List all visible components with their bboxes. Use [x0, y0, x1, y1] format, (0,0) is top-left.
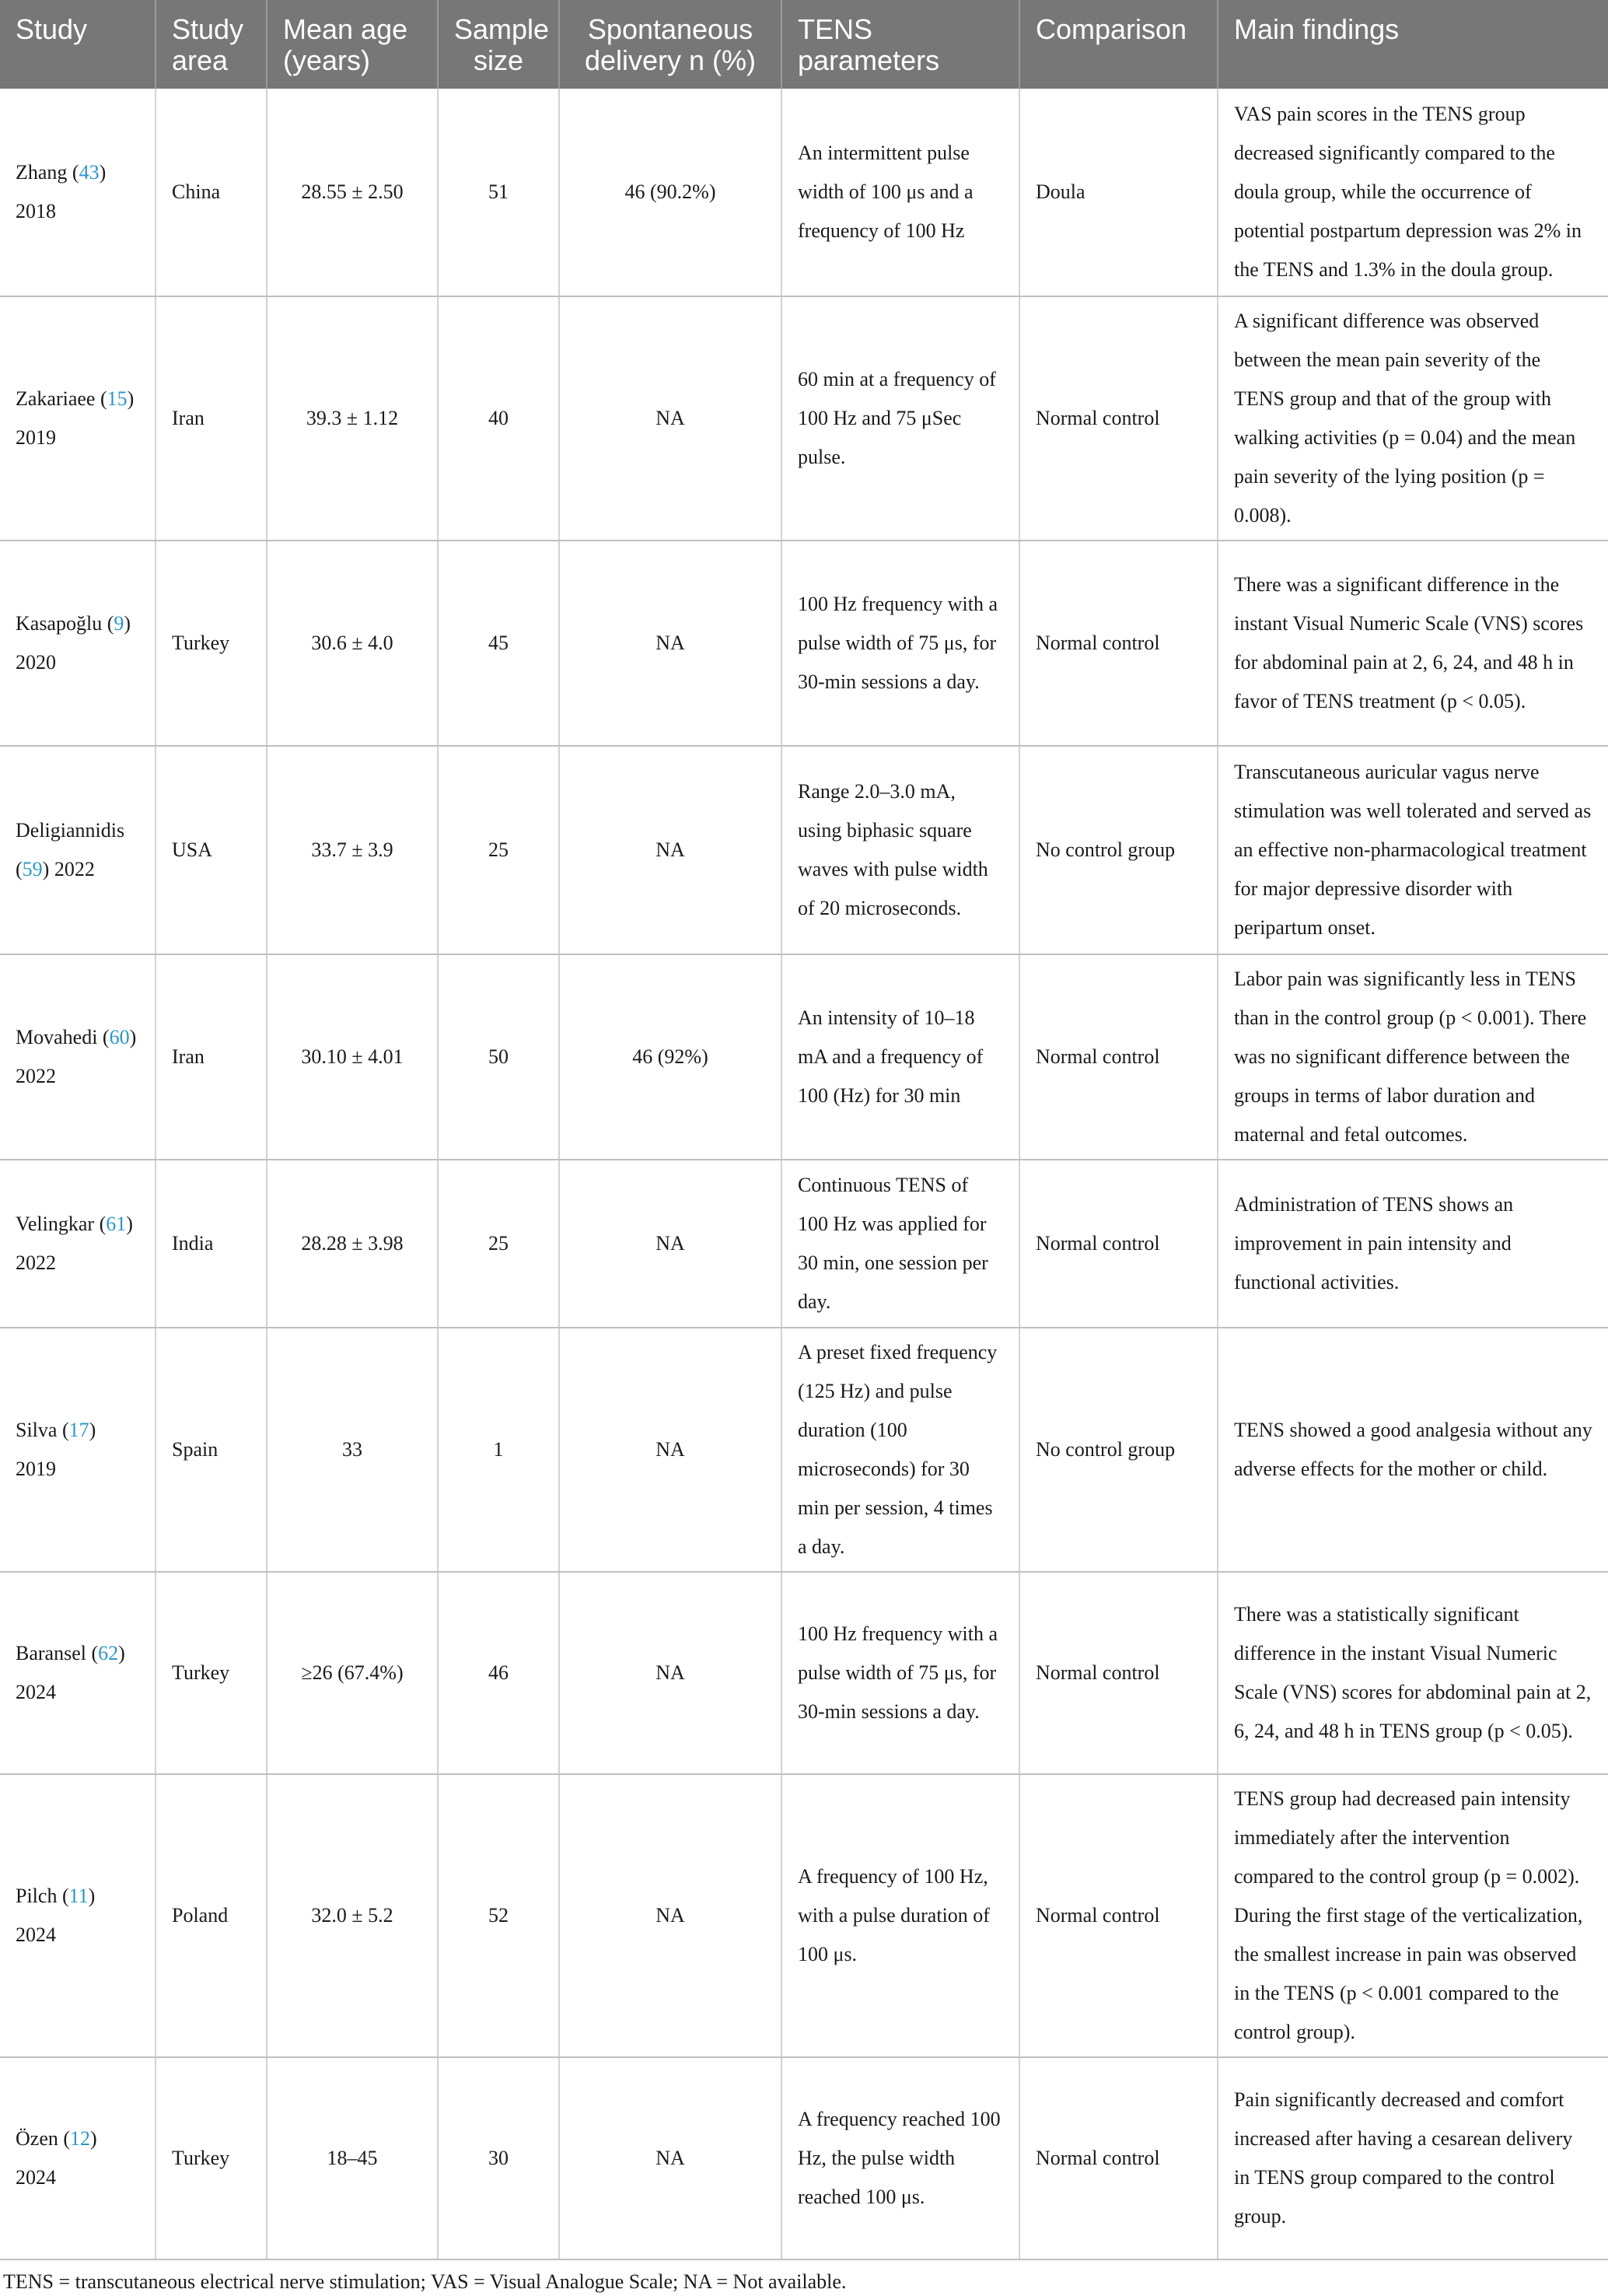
cell-tens-parameters: 100 Hz frequency with a pulse width of 75 μs, for 30-min sessions a day. — [781, 541, 1019, 746]
cell-study-area: Turkey — [156, 541, 267, 746]
cell-spontaneous-delivery: NA — [559, 1572, 781, 1774]
cell-sample-size: 40 — [438, 296, 559, 541]
table-row — [0, 1572, 1608, 1774]
cell-mean-age: 18–45 — [267, 2057, 438, 2259]
cell-mean-age: 32.0 ± 5.2 — [267, 1774, 438, 2057]
cell-comparison: No control group — [1019, 746, 1218, 954]
table-row — [0, 89, 1608, 296]
cell-main-findings: VAS pain scores in the TENS group decreased significantly compared to the doula group, while the occurrence of potential postpartum depression was 2% in the TENS and 1.3% in the doula group. — [1218, 89, 1608, 296]
cell-study: Deligiannidis (59) 2022 — [0, 746, 156, 954]
reference-link[interactable]: 59 — [22, 858, 43, 880]
cell-mean-age: 33 — [267, 1328, 438, 1572]
cell-spontaneous-delivery: NA — [559, 1160, 781, 1328]
cell-main-findings: TENS group had decreased pain intensity immediately after the intervention compared to the control group (p = 0.002). During the first stage of the verticalization, the smallest increase in pain was observed in the TENS (p < 0.001 compared to the control group). — [1218, 1774, 1608, 2057]
cell-tens-parameters: An intermittent pulse width of 100 μs and a frequency of 100 Hz — [781, 89, 1019, 296]
cell-study: Velingkar (61) 2022 — [0, 1160, 156, 1328]
cell-sample-size: 30 — [438, 2057, 559, 2259]
reference-link[interactable]: 11 — [68, 1885, 89, 1907]
cell-comparison: Normal control — [1019, 541, 1218, 746]
cell-tens-parameters: 60 min at a frequency of 100 Hz and 75 μSec pulse. — [781, 296, 1019, 541]
table-row — [0, 1160, 1608, 1328]
cell-mean-age: 30.6 ± 4.0 — [267, 541, 438, 746]
study-author: Kasapoğlu — [16, 612, 103, 635]
cell-spontaneous-delivery: NA — [559, 1328, 781, 1572]
study-year: 2024 — [16, 2166, 56, 2189]
cell-comparison: Normal control — [1019, 954, 1218, 1160]
cell-spontaneous-delivery: NA — [559, 541, 781, 746]
study-author: Velingkar — [16, 1213, 95, 1235]
header-tens-parameters: TENS parameters — [781, 0, 1019, 89]
study-year: 2019 — [16, 1458, 56, 1480]
cell-mean-age: 28.28 ± 3.98 — [267, 1160, 438, 1328]
header-comparison: Comparison — [1019, 0, 1218, 89]
cell-spontaneous-delivery: NA — [559, 296, 781, 541]
header-mean-age: Mean age (years) — [267, 0, 438, 89]
cell-tens-parameters: A frequency of 100 Hz, with a pulse duration of 100 μs. — [781, 1774, 1019, 2057]
study-author: Baransel — [16, 1642, 86, 1664]
table-row — [0, 2057, 1608, 2259]
cell-sample-size: 50 — [438, 954, 559, 1160]
reference-link[interactable]: 43 — [79, 161, 100, 184]
cell-spontaneous-delivery: 46 (90.2%) — [559, 89, 781, 296]
header-spontaneous-delivery: Spontaneous delivery n (%) — [559, 0, 781, 89]
cell-study: Özen (12) 2024 — [0, 2057, 156, 2259]
cell-comparison: Normal control — [1019, 1774, 1218, 2057]
cell-main-findings: A significant difference was observed between the mean pain severity of the TENS group and that of the group with walking activities (p = 0.04) and the mean pain severity of the lying position (p = 0.008). — [1218, 296, 1608, 541]
study-year: 2020 — [16, 651, 56, 674]
cell-comparison: No control group — [1019, 1328, 1218, 1572]
cell-mean-age: ≥26 (67.4%) — [267, 1572, 438, 1774]
study-author: Silva — [16, 1419, 58, 1441]
cell-study-area: China — [156, 89, 267, 296]
cell-tens-parameters: Continuous TENS of 100 Hz was applied for 30 min, one session per day. — [781, 1160, 1019, 1328]
cell-study: Silva (17) 2019 — [0, 1328, 156, 1572]
cell-sample-size: 46 — [438, 1572, 559, 1774]
cell-tens-parameters: A preset fixed frequency (125 Hz) and pulse duration (100 microseconds) for 30 min per session, 4 times a day. — [781, 1328, 1019, 1572]
cell-study-area: USA — [156, 746, 267, 954]
reference-link[interactable]: 60 — [109, 1026, 130, 1048]
header-sample-size: Sample size — [438, 0, 559, 89]
cell-study: Movahedi (60) 2022 — [0, 954, 156, 1160]
cell-study: Kasapoğlu (9) 2020 — [0, 541, 156, 746]
cell-mean-age: 33.7 ± 3.9 — [267, 746, 438, 954]
cell-spontaneous-delivery: NA — [559, 1774, 781, 2057]
cell-mean-age: 39.3 ± 1.12 — [267, 296, 438, 541]
cell-tens-parameters: Range 2.0–3.0 mA, using biphasic square waves with pulse width of 20 microseconds. — [781, 746, 1019, 954]
study-year: 2024 — [16, 1681, 56, 1703]
table-row — [0, 541, 1608, 746]
cell-sample-size: 25 — [438, 1160, 559, 1328]
header-study-area: Study area — [156, 0, 267, 89]
study-author: Movahedi — [16, 1026, 98, 1048]
cell-study: Zhang (43) 2018 — [0, 89, 156, 296]
cell-study-area: India — [156, 1160, 267, 1328]
cell-main-findings: Pain significantly decreased and comfort increased after having a cesarean delivery in TENS group compared to the control group. — [1218, 2057, 1608, 2259]
cell-main-findings: There was a significant difference in the instant Visual Numeric Scale (VNS) scores for abdominal pain at 2, 6, 24, and 48 h in favor of TENS treatment (p < 0.05). — [1218, 541, 1608, 746]
cell-sample-size: 1 — [438, 1328, 559, 1572]
cell-mean-age: 28.55 ± 2.50 — [267, 89, 438, 296]
header-study: Study — [0, 0, 156, 89]
cell-main-findings: TENS showed a good analgesia without any adverse effects for the mother or child. — [1218, 1328, 1608, 1572]
cell-tens-parameters: 100 Hz frequency with a pulse width of 75 μs, for 30-min sessions a day. — [781, 1572, 1019, 1774]
study-year: 2022 — [16, 1251, 56, 1274]
study-year: 2022 — [54, 858, 95, 880]
cell-sample-size: 25 — [438, 746, 559, 954]
cell-comparison: Normal control — [1019, 296, 1218, 541]
study-year: 2018 — [16, 200, 56, 222]
reference-link[interactable]: 12 — [70, 2127, 91, 2150]
study-author: Özen — [16, 2127, 58, 2150]
header-row — [0, 0, 1608, 89]
cell-comparison: Normal control — [1019, 2057, 1218, 2259]
cell-main-findings: Labor pain was significantly less in TENS than in the control group (p < 0.001). There was no significant difference between the groups in terms of labor duration and maternal and fetal outcomes. — [1218, 954, 1608, 1160]
cell-study: Pilch (11) 2024 — [0, 1774, 156, 2057]
cell-study-area: Poland — [156, 1774, 267, 2057]
cell-sample-size: 52 — [438, 1774, 559, 2057]
cell-comparison: Normal control — [1019, 1572, 1218, 1774]
cell-spontaneous-delivery: NA — [559, 746, 781, 954]
table-row — [0, 296, 1608, 541]
cell-study-area: Turkey — [156, 2057, 267, 2259]
study-year: 2024 — [16, 1923, 56, 1946]
cell-study-area: Spain — [156, 1328, 267, 1572]
table-row — [0, 1774, 1608, 2057]
study-author: Deligiannidis — [16, 819, 125, 842]
table-row — [0, 1328, 1608, 1572]
study-author: Pilch — [16, 1885, 58, 1907]
reference-link[interactable]: 62 — [98, 1642, 119, 1664]
cell-study-area: Turkey — [156, 1572, 267, 1774]
study-year: 2022 — [16, 1065, 56, 1087]
table-row — [0, 954, 1608, 1160]
cell-main-findings: Administration of TENS shows an improvement in pain intensity and functional activities. — [1218, 1160, 1608, 1328]
cell-comparison: Doula — [1019, 89, 1218, 296]
table-footnote: TENS = transcutaneous electrical nerve stimulation; VAS = Visual Analogue Scale; NA = Not available. — [3, 2270, 847, 2293]
cell-study: Baransel (62) 2024 — [0, 1572, 156, 1774]
cell-main-findings: There was a statistically significant difference in the instant Visual Numeric Scale (VNS) scores for abdominal pain at 2, 6, 24, and 48 h in TENS group (p < 0.05). — [1218, 1572, 1608, 1774]
study-author: Zakariaee — [16, 387, 96, 410]
study-author: Zhang — [16, 161, 68, 184]
cell-study-area: Iran — [156, 954, 267, 1160]
cell-study: Zakariaee (15) 2019 — [0, 296, 156, 541]
header-main-findings: Main findings — [1218, 0, 1608, 89]
table-row — [0, 746, 1608, 954]
reference-link[interactable]: 61 — [106, 1213, 127, 1235]
cell-tens-parameters: A frequency reached 100 Hz, the pulse width reached 100 μs. — [781, 2057, 1019, 2259]
cell-sample-size: 51 — [438, 89, 559, 296]
cell-spontaneous-delivery: NA — [559, 2057, 781, 2259]
reference-link[interactable]: 15 — [107, 387, 128, 410]
reference-link[interactable]: 17 — [68, 1419, 89, 1441]
cell-mean-age: 30.10 ± 4.01 — [267, 954, 438, 1160]
cell-main-findings: Transcutaneous auricular vagus nerve stimulation was well tolerated and served as an effective non-pharmacological treatment for major depressive disorder with peripartum onset. — [1218, 746, 1608, 954]
cell-comparison: Normal control — [1019, 1160, 1218, 1328]
reference-link[interactable]: 9 — [114, 612, 124, 635]
cell-sample-size: 45 — [438, 541, 559, 746]
study-year: 2019 — [16, 426, 56, 449]
cell-tens-parameters: An intensity of 10–18 mA and a frequency of 100 (Hz) for 30 min — [781, 954, 1019, 1160]
cell-spontaneous-delivery: 46 (92%) — [559, 954, 781, 1160]
cell-study-area: Iran — [156, 296, 267, 541]
